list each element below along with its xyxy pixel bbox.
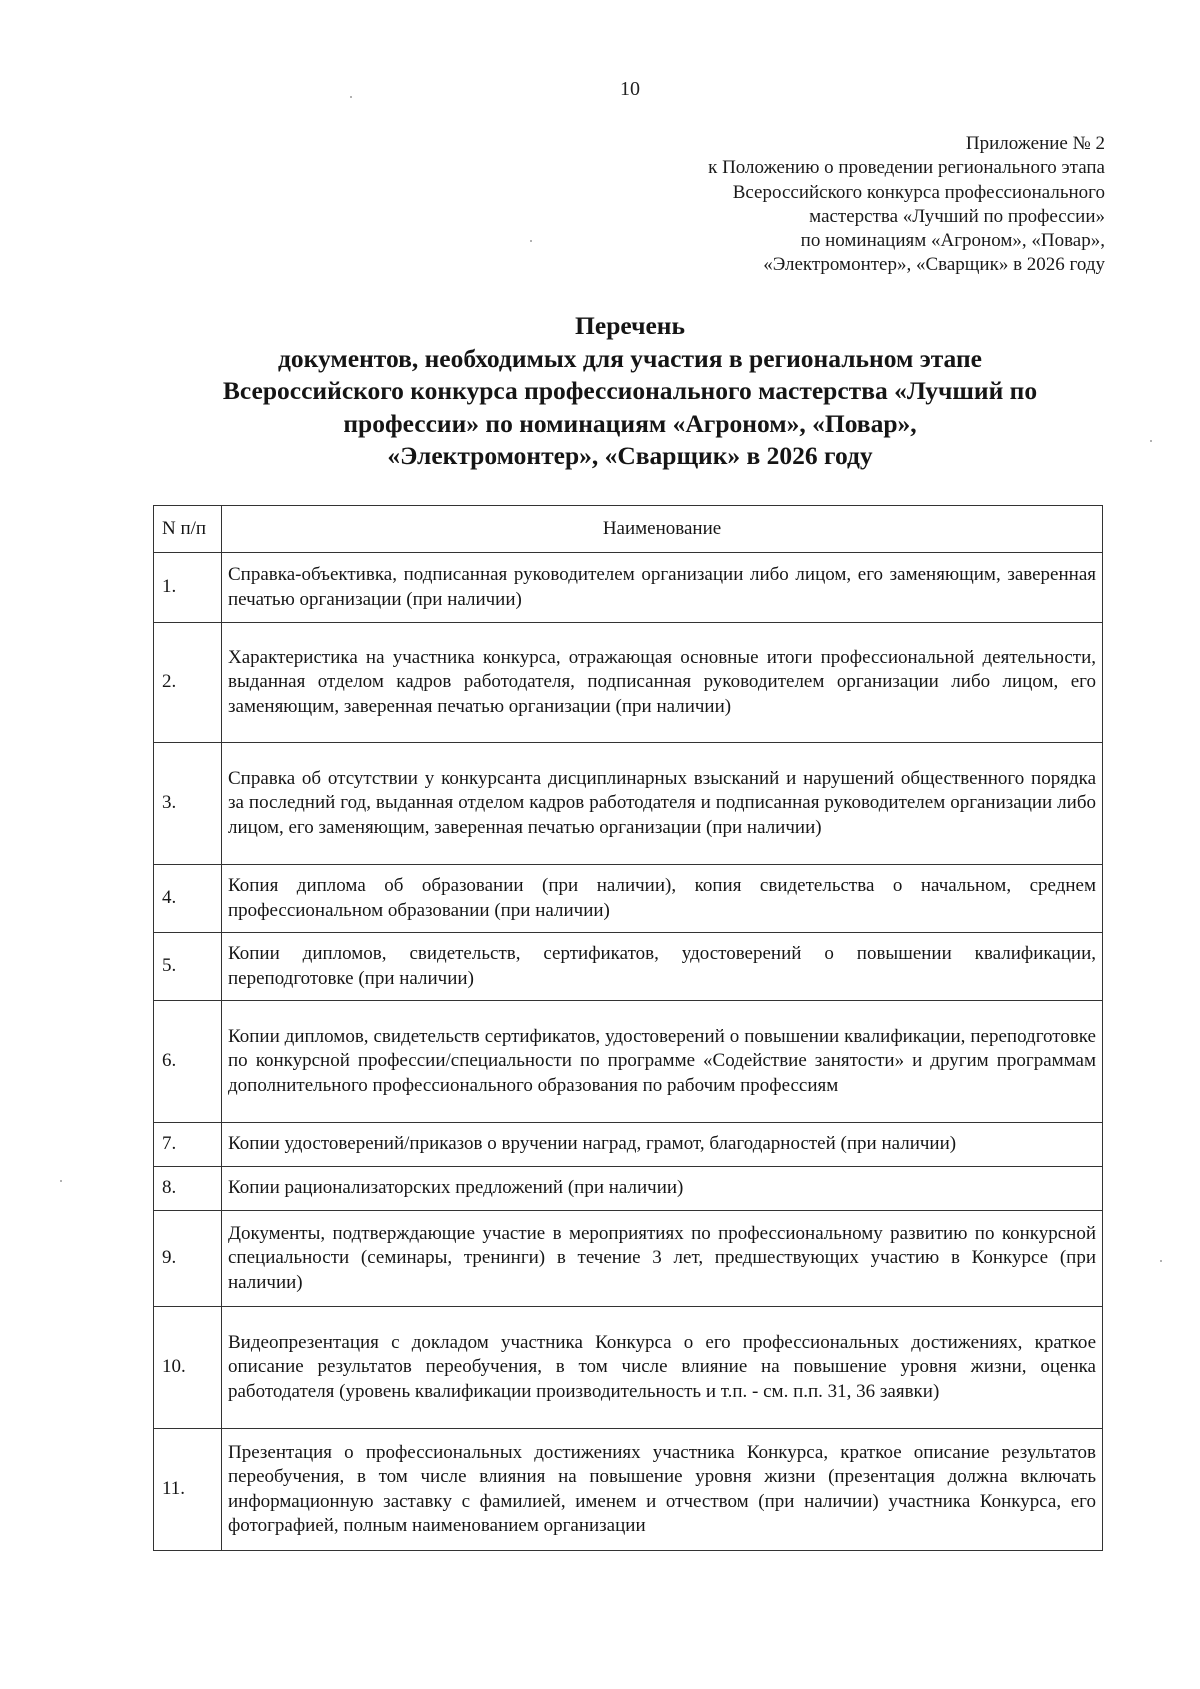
title-line: профессии» по номинациям «Агроном», «Повар», [343, 408, 917, 438]
table-row [154, 553, 1103, 623]
header-name: Наименование [222, 506, 1103, 553]
title-line: Перечень [575, 311, 685, 340]
scan-speck [60, 1180, 62, 1182]
row-number: 8. [154, 1167, 222, 1211]
scan-speck [1160, 1260, 1162, 1262]
row-text: Копии удостоверений/приказов о вручении наград, грамот, благодарностей (при наличии) [222, 1123, 1103, 1167]
scan-speck [530, 240, 532, 242]
row-text: Справка об отсутствии у конкурсанта дисциплинарных взысканий и нарушений общественного порядка за последний год, выданная отделом кадров работодателя и подписанная руководителем организации либо лицом, его заменяющим, заверенная печатью организации (при наличии) [222, 743, 1103, 865]
row-text: Копии рационализаторских предложений (при наличии) [222, 1167, 1103, 1211]
title-line: Всероссийского конкурса профессионального мастерства «Лучший по [222, 376, 1038, 406]
table-row [154, 1211, 1103, 1307]
table-row [154, 1429, 1103, 1551]
row-number: 4. [154, 865, 222, 933]
appendix-line: по номинациям «Агроном», «Повар», [800, 230, 1105, 252]
scan-speck [350, 96, 352, 98]
row-text: Презентация о профессиональных достижениях участника Конкурса, краткое описание результатов переобучения, в том числе влияния на повышение уровня жизни (презентация должна включать информационную заставку с фамилией, именем и отчеством (при наличии) участника Конкурса, его фотографией, полным наименованием организации [222, 1429, 1103, 1551]
document-title [140, 310, 1120, 473]
row-number: 6. [154, 1001, 222, 1123]
title-line: «Электромонтер», «Сварщик» в 2026 году [387, 441, 873, 471]
page-number: 10 [620, 78, 640, 100]
row-number: 5. [154, 933, 222, 1001]
table-row [154, 623, 1103, 743]
row-text: Копии дипломов, свидетельств, сертификатов, удостоверений о повышении квалификации, переподготовке (при наличии) [222, 933, 1103, 1001]
header-number: N п/п [154, 506, 222, 553]
table-row [154, 1123, 1103, 1167]
row-text: Копии дипломов, свидетельств сертификатов, удостоверений о повышении квалификации, переподготовке по конкурсной профессии/специальности по программе «Содействие занятости» и другим программам дополнительного профессионального образования по рабочим профессиям [222, 1001, 1103, 1123]
row-text: Характеристика на участника конкурса, отражающая основные итоги профессиональной деятельности, выданная отделом кадров работодателя, подписанная руководителем организации либо лицом, его заменяющим, заверенная печатью организации (при наличии) [222, 623, 1103, 743]
title-line: документов, необходимых для участия в региональном этапе [277, 343, 982, 373]
row-text: Документы, подтверждающие участие в мероприятиях по профессиональному развитию по конкурсной специальности (семинары, тренинги) в течение 3 лет, предшествующих участию в Конкурсе (при наличии) [222, 1211, 1103, 1307]
row-number: 3. [154, 743, 222, 865]
row-number: 11. [154, 1429, 222, 1551]
row-text: Справка-объективка, подписанная руководителем организации либо лицом, его заменяющим, заверенная печатью организации (при наличии) [222, 553, 1103, 623]
appendix-line: «Электромонтер», «Сварщик» в 2026 году [763, 254, 1105, 276]
table-row [154, 1307, 1103, 1429]
documents-table [153, 505, 1103, 1551]
appendix-line: Приложение № 2 [965, 133, 1105, 154]
appendix-line: к Положению о проведении регионального этапа [708, 157, 1105, 179]
row-text: Видеопрезентация с докладом участника Конкурса о его профессиональных достижениях, краткое описание результатов переобучения, в том числе влияние на повышение уровня жизни, оценка работодателя (уровень квалификации производительность и т.п. - см. п.п. 31, 36 заявки) [222, 1307, 1103, 1429]
table-row [154, 743, 1103, 865]
row-number: 7. [154, 1123, 222, 1167]
table-header-row [154, 506, 1103, 553]
appendix-line: Всероссийского конкурса профессионального [732, 181, 1105, 203]
row-text: Копия диплома об образовании (при наличии), копия свидетельства о начальном, среднем профессиональном образовании (при наличии) [222, 865, 1103, 933]
appendix-reference [505, 132, 1105, 278]
row-number: 10. [154, 1307, 222, 1429]
table-row [154, 1167, 1103, 1211]
row-number: 2. [154, 623, 222, 743]
table-row [154, 933, 1103, 1001]
scan-speck [1150, 440, 1152, 442]
row-number: 9. [154, 1211, 222, 1307]
row-number: 1. [154, 553, 222, 623]
table-row [154, 865, 1103, 933]
appendix-line: мастерства «Лучший по профессии» [809, 205, 1105, 227]
table-row [154, 1001, 1103, 1123]
